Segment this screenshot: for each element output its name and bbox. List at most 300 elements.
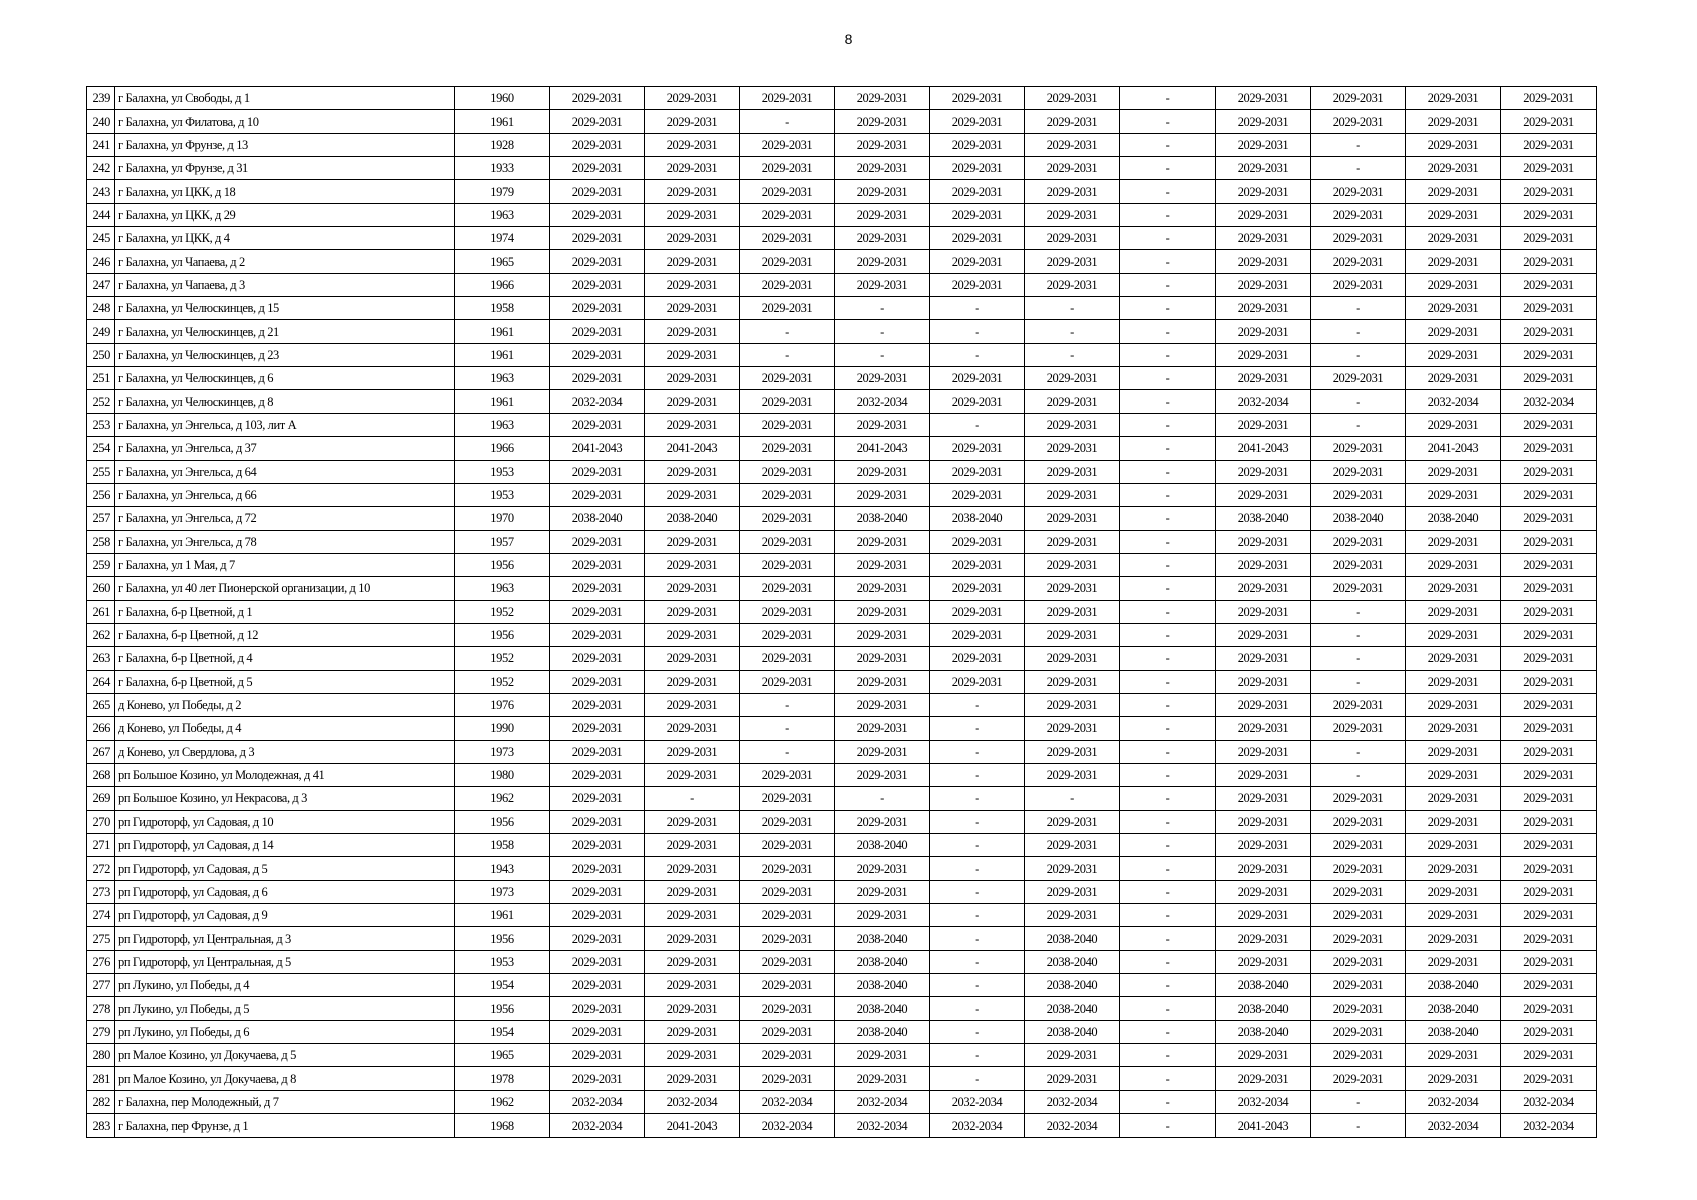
period-cell: 2029-2031 xyxy=(1501,460,1597,483)
row-number-cell: 259 xyxy=(87,553,115,576)
table-row xyxy=(87,1114,1597,1138)
year-cell: 1970 xyxy=(455,507,550,530)
period-cell: 2029-2031 xyxy=(1311,787,1406,810)
period-cell: 2029-2031 xyxy=(740,250,835,273)
table-row xyxy=(87,647,1597,670)
period-cell: 2029-2031 xyxy=(550,577,645,600)
address-cell: г Балахна, ул Фрунзе, д 31 xyxy=(115,157,455,180)
period-cell: 2029-2031 xyxy=(930,250,1025,273)
address-cell: г Балахна, ул Филатова, д 10 xyxy=(115,110,455,133)
period-cell: 2029-2031 xyxy=(1216,203,1311,226)
period-cell: 2029-2031 xyxy=(1311,110,1406,133)
period-cell: - xyxy=(930,413,1025,436)
period-cell: 2029-2031 xyxy=(930,647,1025,670)
period-cell: 2029-2031 xyxy=(835,740,930,763)
period-cell: 2029-2031 xyxy=(1501,1044,1597,1067)
period-cell: 2029-2031 xyxy=(645,693,740,716)
period-cell: 2029-2031 xyxy=(1501,483,1597,506)
table-row xyxy=(87,530,1597,553)
period-cell: 2029-2031 xyxy=(740,530,835,553)
address-cell: рп Лукино, ул Победы, д 6 xyxy=(115,1020,455,1043)
year-cell: 1956 xyxy=(455,810,550,833)
period-cell: 2029-2031 xyxy=(645,530,740,553)
year-cell: 1953 xyxy=(455,460,550,483)
period-cell: - xyxy=(1120,997,1216,1020)
period-cell: 2029-2031 xyxy=(835,857,930,880)
period-cell: - xyxy=(1120,834,1216,857)
period-cell: 2029-2031 xyxy=(550,717,645,740)
period-cell: 2029-2031 xyxy=(1311,810,1406,833)
period-cell: 2029-2031 xyxy=(1501,133,1597,156)
table-row xyxy=(87,133,1597,156)
period-cell: 2029-2031 xyxy=(1501,297,1597,320)
period-cell: 2029-2031 xyxy=(1216,600,1311,623)
period-cell: 2029-2031 xyxy=(1501,717,1597,740)
period-cell: - xyxy=(930,717,1025,740)
period-cell: 2038-2040 xyxy=(1406,507,1501,530)
row-number-cell: 269 xyxy=(87,787,115,810)
period-cell: 2029-2031 xyxy=(1025,483,1120,506)
row-number-cell: 239 xyxy=(87,87,115,110)
period-cell: 2038-2040 xyxy=(835,997,930,1020)
table-row xyxy=(87,553,1597,576)
period-cell: 2032-2034 xyxy=(550,1114,645,1138)
period-cell: 2029-2031 xyxy=(930,460,1025,483)
address-cell: рп Гидроторф, ул Садовая, д 6 xyxy=(115,880,455,903)
address-cell: г Балахна, ул Энгельса, д 66 xyxy=(115,483,455,506)
table-row xyxy=(87,693,1597,716)
period-cell: 2029-2031 xyxy=(1216,367,1311,390)
period-cell: 2029-2031 xyxy=(835,647,930,670)
table-row xyxy=(87,740,1597,763)
row-number-cell: 240 xyxy=(87,110,115,133)
period-cell: 2032-2034 xyxy=(740,1114,835,1138)
period-cell: - xyxy=(930,1020,1025,1043)
period-cell: - xyxy=(1311,1114,1406,1138)
period-cell: - xyxy=(930,693,1025,716)
table-row xyxy=(87,87,1597,110)
period-cell: 2029-2031 xyxy=(930,530,1025,553)
period-cell: 2029-2031 xyxy=(1501,763,1597,786)
period-cell: 2029-2031 xyxy=(1406,577,1501,600)
period-cell: 2029-2031 xyxy=(1406,460,1501,483)
address-cell: г Балахна, ул Челюскинцев, д 6 xyxy=(115,367,455,390)
period-cell: 2029-2031 xyxy=(740,997,835,1020)
period-cell: 2029-2031 xyxy=(645,740,740,763)
period-cell: 2029-2031 xyxy=(550,810,645,833)
period-cell: 2029-2031 xyxy=(1025,1044,1120,1067)
address-cell: г Балахна, ул ЦКК, д 29 xyxy=(115,203,455,226)
period-cell: 2029-2031 xyxy=(1406,413,1501,436)
period-cell: - xyxy=(1120,87,1216,110)
period-cell: 2029-2031 xyxy=(645,974,740,997)
table-row xyxy=(87,483,1597,506)
period-cell: 2038-2040 xyxy=(1216,1020,1311,1043)
row-number-cell: 263 xyxy=(87,647,115,670)
year-cell: 1965 xyxy=(455,250,550,273)
period-cell: 2029-2031 xyxy=(1501,320,1597,343)
year-cell: 1952 xyxy=(455,670,550,693)
period-cell: 2029-2031 xyxy=(1216,180,1311,203)
period-cell: 2029-2031 xyxy=(550,343,645,366)
period-cell: 2029-2031 xyxy=(550,1067,645,1090)
period-cell: - xyxy=(930,810,1025,833)
period-cell: 2029-2031 xyxy=(740,273,835,296)
period-cell: 2029-2031 xyxy=(1501,273,1597,296)
year-cell: 1957 xyxy=(455,530,550,553)
row-number-cell: 252 xyxy=(87,390,115,413)
period-cell: 2029-2031 xyxy=(1406,250,1501,273)
year-cell: 1956 xyxy=(455,623,550,646)
year-cell: 1961 xyxy=(455,390,550,413)
period-cell: 2029-2031 xyxy=(1501,787,1597,810)
period-cell: 2029-2031 xyxy=(930,367,1025,390)
table-row xyxy=(87,974,1597,997)
table-row xyxy=(87,273,1597,296)
period-cell: 2029-2031 xyxy=(1406,530,1501,553)
period-cell: - xyxy=(1120,1044,1216,1067)
period-cell: 2029-2031 xyxy=(1501,997,1597,1020)
period-cell: 2029-2031 xyxy=(930,577,1025,600)
period-cell: - xyxy=(930,880,1025,903)
period-cell: 2029-2031 xyxy=(1311,880,1406,903)
period-cell: 2029-2031 xyxy=(645,390,740,413)
period-cell: 2029-2031 xyxy=(1025,87,1120,110)
period-cell: 2029-2031 xyxy=(1216,343,1311,366)
period-cell: 2029-2031 xyxy=(740,1044,835,1067)
address-cell: г Балахна, ул 40 лет Пионерской организации, д 10 xyxy=(115,577,455,600)
period-cell: 2029-2031 xyxy=(550,623,645,646)
period-cell: 2029-2031 xyxy=(740,390,835,413)
period-cell: 2029-2031 xyxy=(740,950,835,973)
period-cell: 2029-2031 xyxy=(550,530,645,553)
period-cell: 2029-2031 xyxy=(645,717,740,740)
period-cell: 2029-2031 xyxy=(1406,904,1501,927)
period-cell: 2029-2031 xyxy=(645,647,740,670)
period-cell: 2029-2031 xyxy=(1025,600,1120,623)
period-cell: 2029-2031 xyxy=(835,1067,930,1090)
table-row xyxy=(87,997,1597,1020)
period-cell: 2029-2031 xyxy=(1025,507,1120,530)
period-cell: 2029-2031 xyxy=(835,157,930,180)
period-cell: 2029-2031 xyxy=(550,693,645,716)
row-number-cell: 272 xyxy=(87,857,115,880)
period-cell: - xyxy=(1120,950,1216,973)
period-cell: 2029-2031 xyxy=(1501,250,1597,273)
year-cell: 1961 xyxy=(455,320,550,343)
period-cell: 2029-2031 xyxy=(1025,553,1120,576)
period-cell: - xyxy=(740,693,835,716)
table-row xyxy=(87,343,1597,366)
period-cell: 2029-2031 xyxy=(645,810,740,833)
period-cell: 2029-2031 xyxy=(1216,717,1311,740)
period-cell: 2029-2031 xyxy=(1216,1044,1311,1067)
period-cell: - xyxy=(1120,927,1216,950)
year-cell: 1953 xyxy=(455,950,550,973)
table-row xyxy=(87,1044,1597,1067)
period-cell: 2029-2031 xyxy=(645,1020,740,1043)
year-cell: 1961 xyxy=(455,904,550,927)
period-cell: 2029-2031 xyxy=(1025,227,1120,250)
period-cell: 2029-2031 xyxy=(740,857,835,880)
period-cell: 2041-2043 xyxy=(1216,1114,1311,1138)
period-cell: 2029-2031 xyxy=(1311,1020,1406,1043)
period-cell: 2029-2031 xyxy=(1216,110,1311,133)
period-cell: 2029-2031 xyxy=(645,273,740,296)
year-cell: 1954 xyxy=(455,1020,550,1043)
period-cell: - xyxy=(930,320,1025,343)
period-cell: 2029-2031 xyxy=(1501,950,1597,973)
period-cell: 2029-2031 xyxy=(1406,693,1501,716)
table-row xyxy=(87,623,1597,646)
row-number-cell: 243 xyxy=(87,180,115,203)
period-cell: 2029-2031 xyxy=(645,857,740,880)
period-cell: - xyxy=(930,343,1025,366)
period-cell: 2029-2031 xyxy=(1311,250,1406,273)
period-cell: 2029-2031 xyxy=(835,110,930,133)
period-cell: 2038-2040 xyxy=(1216,507,1311,530)
period-cell: 2029-2031 xyxy=(645,227,740,250)
year-cell: 1974 xyxy=(455,227,550,250)
address-cell: г Балахна, пер Фрунзе, д 1 xyxy=(115,1114,455,1138)
period-cell: - xyxy=(1120,483,1216,506)
period-cell: - xyxy=(930,857,1025,880)
period-cell: 2029-2031 xyxy=(1311,180,1406,203)
period-cell: 2029-2031 xyxy=(550,227,645,250)
table-row xyxy=(87,1090,1597,1113)
row-number-cell: 276 xyxy=(87,950,115,973)
period-cell: 2032-2034 xyxy=(1406,1114,1501,1138)
period-cell: 2029-2031 xyxy=(1025,367,1120,390)
period-cell: 2029-2031 xyxy=(1025,110,1120,133)
table-row xyxy=(87,203,1597,226)
page-number: 8 xyxy=(844,31,853,47)
period-cell: - xyxy=(1311,600,1406,623)
row-number-cell: 241 xyxy=(87,133,115,156)
period-cell: 2032-2034 xyxy=(1025,1090,1120,1113)
period-cell: 2029-2031 xyxy=(930,133,1025,156)
address-cell: г Балахна, ул Энгельса, д 103, лит А xyxy=(115,413,455,436)
year-cell: 1961 xyxy=(455,343,550,366)
period-cell: - xyxy=(835,320,930,343)
row-number-cell: 253 xyxy=(87,413,115,436)
row-number-cell: 245 xyxy=(87,227,115,250)
period-cell: 2029-2031 xyxy=(1216,740,1311,763)
period-cell: 2029-2031 xyxy=(835,180,930,203)
period-cell: 2029-2031 xyxy=(1501,343,1597,366)
row-number-cell: 261 xyxy=(87,600,115,623)
row-number-cell: 250 xyxy=(87,343,115,366)
period-cell: 2029-2031 xyxy=(550,273,645,296)
period-cell: 2029-2031 xyxy=(740,367,835,390)
period-cell: - xyxy=(1120,717,1216,740)
period-cell: 2038-2040 xyxy=(645,507,740,530)
period-cell: 2029-2031 xyxy=(1406,297,1501,320)
period-cell: 2029-2031 xyxy=(645,904,740,927)
year-cell: 1978 xyxy=(455,1067,550,1090)
row-number-cell: 257 xyxy=(87,507,115,530)
period-cell: 2029-2031 xyxy=(1311,367,1406,390)
period-cell: 2029-2031 xyxy=(1501,367,1597,390)
period-cell: 2029-2031 xyxy=(1501,110,1597,133)
period-cell: 2029-2031 xyxy=(550,670,645,693)
period-cell: 2029-2031 xyxy=(740,670,835,693)
address-cell: рп Гидроторф, ул Центральная, д 5 xyxy=(115,950,455,973)
period-cell: - xyxy=(1120,787,1216,810)
period-cell: 2029-2031 xyxy=(1406,600,1501,623)
table-row xyxy=(87,110,1597,133)
period-cell: 2029-2031 xyxy=(1501,437,1597,460)
period-cell: - xyxy=(1311,390,1406,413)
table-row xyxy=(87,950,1597,973)
year-cell: 1963 xyxy=(455,203,550,226)
period-cell: 2029-2031 xyxy=(645,623,740,646)
period-cell: 2029-2031 xyxy=(930,110,1025,133)
period-cell: 2029-2031 xyxy=(1501,600,1597,623)
period-cell: 2029-2031 xyxy=(1216,460,1311,483)
period-cell: 2038-2040 xyxy=(1406,1020,1501,1043)
period-cell: 2029-2031 xyxy=(740,577,835,600)
period-cell: 2029-2031 xyxy=(645,250,740,273)
period-cell: 2029-2031 xyxy=(550,87,645,110)
period-cell: - xyxy=(1120,693,1216,716)
period-cell: - xyxy=(930,904,1025,927)
period-cell: 2029-2031 xyxy=(550,997,645,1020)
period-cell: - xyxy=(1311,670,1406,693)
address-cell: г Балахна, пер Молодежный, д 7 xyxy=(115,1090,455,1113)
address-cell: г Балахна, ул Фрунзе, д 13 xyxy=(115,133,455,156)
row-number-cell: 247 xyxy=(87,273,115,296)
period-cell: 2029-2031 xyxy=(1406,763,1501,786)
period-cell: - xyxy=(740,343,835,366)
table-row xyxy=(87,390,1597,413)
table-row xyxy=(87,157,1597,180)
period-cell: 2038-2040 xyxy=(1311,507,1406,530)
period-cell: 2029-2031 xyxy=(1311,857,1406,880)
period-cell: - xyxy=(740,320,835,343)
period-cell: 2029-2031 xyxy=(645,950,740,973)
period-cell: 2041-2043 xyxy=(550,437,645,460)
period-cell: 2029-2031 xyxy=(740,157,835,180)
year-cell: 1952 xyxy=(455,647,550,670)
year-cell: 1928 xyxy=(455,133,550,156)
period-cell: - xyxy=(835,297,930,320)
period-cell: 2029-2031 xyxy=(835,1044,930,1067)
period-cell: 2029-2031 xyxy=(1311,1044,1406,1067)
period-cell: 2029-2031 xyxy=(1025,857,1120,880)
period-cell: 2029-2031 xyxy=(1501,810,1597,833)
period-cell: 2029-2031 xyxy=(1216,834,1311,857)
period-cell: 2029-2031 xyxy=(740,203,835,226)
row-number-cell: 271 xyxy=(87,834,115,857)
period-cell: 2029-2031 xyxy=(1501,203,1597,226)
period-cell: 2038-2040 xyxy=(1406,974,1501,997)
period-cell: 2029-2031 xyxy=(645,834,740,857)
period-cell: 2029-2031 xyxy=(835,133,930,156)
period-cell: 2032-2034 xyxy=(1501,1090,1597,1113)
address-cell: рп Малое Козино, ул Докучаева, д 5 xyxy=(115,1044,455,1067)
period-cell: 2029-2031 xyxy=(645,763,740,786)
period-cell: 2029-2031 xyxy=(740,927,835,950)
address-cell: г Балахна, ул Чапаева, д 2 xyxy=(115,250,455,273)
period-cell: 2029-2031 xyxy=(1311,203,1406,226)
period-cell: 2029-2031 xyxy=(550,483,645,506)
period-cell: - xyxy=(1120,880,1216,903)
address-cell: рп Лукино, ул Победы, д 4 xyxy=(115,974,455,997)
year-cell: 1958 xyxy=(455,834,550,857)
period-cell: 2029-2031 xyxy=(1311,927,1406,950)
period-cell: 2029-2031 xyxy=(1406,110,1501,133)
period-cell: 2029-2031 xyxy=(930,227,1025,250)
repair-schedule-table xyxy=(86,86,1597,1138)
period-cell: 2032-2034 xyxy=(835,1114,930,1138)
period-cell: 2029-2031 xyxy=(1311,904,1406,927)
period-cell: 2029-2031 xyxy=(1216,87,1311,110)
address-cell: г Балахна, ул ЦКК, д 18 xyxy=(115,180,455,203)
period-cell: 2032-2034 xyxy=(1501,1114,1597,1138)
period-cell: - xyxy=(1120,1020,1216,1043)
period-cell: 2029-2031 xyxy=(1501,413,1597,436)
period-cell: 2029-2031 xyxy=(1311,553,1406,576)
year-cell: 1976 xyxy=(455,693,550,716)
period-cell: 2032-2034 xyxy=(550,390,645,413)
period-cell: 2029-2031 xyxy=(835,460,930,483)
period-cell: - xyxy=(930,1044,1025,1067)
period-cell: - xyxy=(835,787,930,810)
period-cell: 2029-2031 xyxy=(1025,133,1120,156)
period-cell: 2029-2031 xyxy=(1406,367,1501,390)
table-row xyxy=(87,857,1597,880)
year-cell: 1980 xyxy=(455,763,550,786)
period-cell: 2029-2031 xyxy=(1406,717,1501,740)
table-row xyxy=(87,787,1597,810)
period-cell: 2029-2031 xyxy=(550,413,645,436)
period-cell: 2029-2031 xyxy=(1311,693,1406,716)
period-cell: 2029-2031 xyxy=(645,577,740,600)
table-row xyxy=(87,413,1597,436)
period-cell: 2029-2031 xyxy=(1025,390,1120,413)
period-cell: 2029-2031 xyxy=(930,87,1025,110)
row-number-cell: 270 xyxy=(87,810,115,833)
period-cell: 2029-2031 xyxy=(1406,880,1501,903)
table-row xyxy=(87,670,1597,693)
period-cell: 2029-2031 xyxy=(1311,974,1406,997)
period-cell: 2032-2034 xyxy=(1216,1090,1311,1113)
period-cell: - xyxy=(1311,413,1406,436)
period-cell: - xyxy=(930,763,1025,786)
period-cell: - xyxy=(1311,647,1406,670)
period-cell: 2029-2031 xyxy=(1501,670,1597,693)
period-cell: 2029-2031 xyxy=(550,133,645,156)
row-number-cell: 255 xyxy=(87,460,115,483)
period-cell: 2029-2031 xyxy=(930,437,1025,460)
period-cell: 2029-2031 xyxy=(1216,577,1311,600)
period-cell: 2029-2031 xyxy=(645,133,740,156)
period-cell: 2029-2031 xyxy=(1406,1067,1501,1090)
period-cell: 2029-2031 xyxy=(1406,133,1501,156)
period-cell: 2029-2031 xyxy=(1406,950,1501,973)
period-cell: 2029-2031 xyxy=(1025,530,1120,553)
period-cell: 2029-2031 xyxy=(550,297,645,320)
address-cell: г Балахна, ул Энгельса, д 72 xyxy=(115,507,455,530)
period-cell: - xyxy=(1120,1090,1216,1113)
period-cell: 2029-2031 xyxy=(835,904,930,927)
period-cell: 2029-2031 xyxy=(550,974,645,997)
address-cell: рп Большое Козино, ул Молодежная, д 41 xyxy=(115,763,455,786)
table-row xyxy=(87,1020,1597,1043)
period-cell: 2029-2031 xyxy=(1025,577,1120,600)
period-cell: 2029-2031 xyxy=(1025,273,1120,296)
